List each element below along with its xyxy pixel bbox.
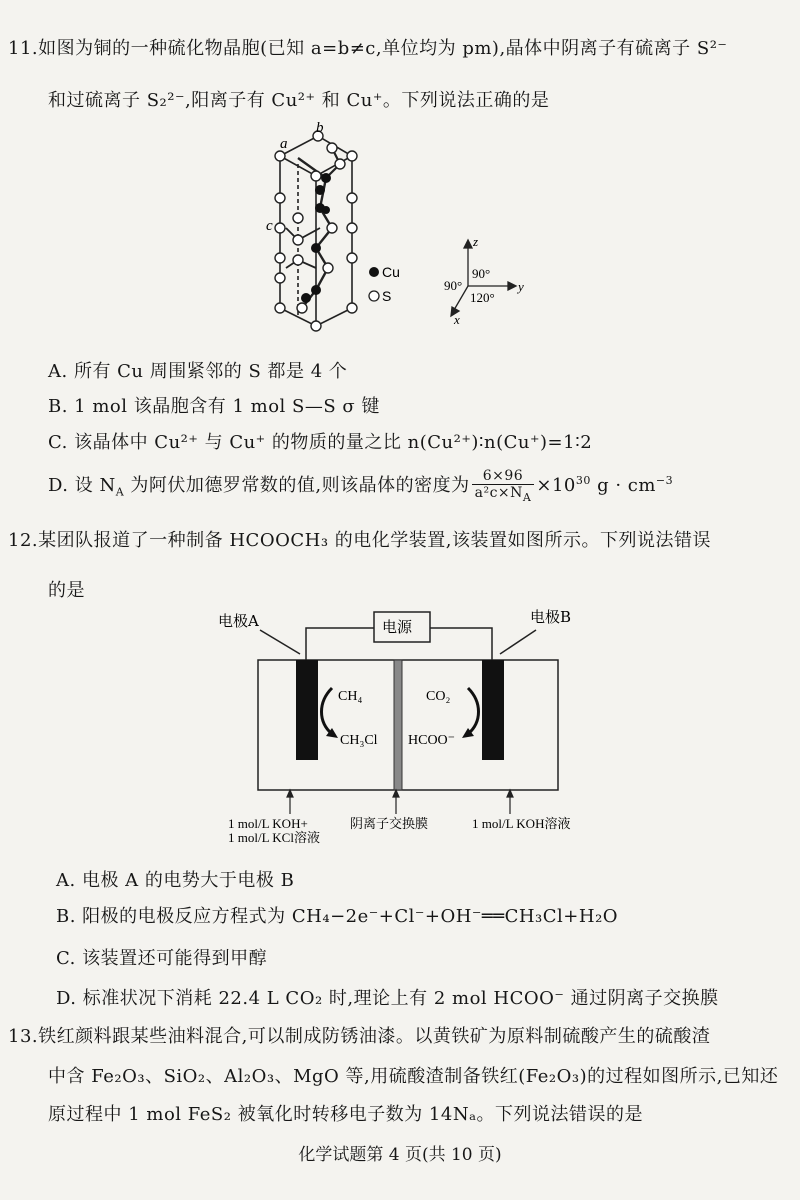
axis-x: x [454,312,460,327]
angle-90-top: 90° [472,266,491,281]
electrode-a-label: 电极A [218,612,259,630]
q13-stem-line2: 中含 Fe₂O₃、SiO₂、Al₂O₃、MgO 等,用硫酸渣制备铁红(Fe₂O₃)的过程如图所示,已知还 [48,1066,779,1087]
membrane-label: 阴离子交换膜 [350,817,429,832]
power-source-label: 电源 [382,618,413,636]
q13-stem-line1 [8,1022,710,1048]
q11-number: 11. [8,38,39,59]
s-atom [347,151,357,161]
angle-90-left: 90° [444,278,463,293]
density-denominator-text: a²c×N [474,485,523,501]
s-atom [323,263,333,273]
right-solution-label: 1 mol/L KOH溶液 [472,816,571,831]
s-atom [275,193,285,203]
cu-atom [315,185,325,195]
cu-atom [311,285,321,295]
q13-stem-line3: 原过程中 1 mol FeS₂ 被氧化时转移电子数为 14Nₐ。下列说法错误的是 [48,1104,644,1125]
q11-option-d-suffix: ×10 [536,474,576,496]
electrode-a [296,660,318,760]
density-denominator-sub: A [522,490,532,504]
s-atom [347,223,357,233]
q13-stem-text1: 铁红颜料跟某些油料混合,可以制成防锈油漆。以黄铁矿为原料制硫酸产生的硫酸渣 [38,1026,711,1047]
s-atom [293,255,303,265]
q11-option-d-prefix: D. 设 N [48,474,116,496]
s-atom [335,159,345,169]
cu-atom [321,173,331,183]
q11-option-d-mid: 为阿伏加德罗常数的值,则该晶体的密度为 [124,474,470,496]
cu-atom [311,243,321,253]
s-atom [327,143,337,153]
s-atom [311,171,321,181]
wire-right [430,628,492,664]
cu-atom [301,293,311,303]
q12-option-b: B. 阳极的电极反应方程式为 CH₄−2e⁻+Cl⁻+OH⁻══CH₃Cl+H₂O [56,906,619,927]
label-c: c [266,218,273,234]
q12-stem-line2: 的是 [48,580,85,601]
q11-stem-line2: 和过硫离子 S₂²⁻,阳离子有 Cu²⁺ 和 Cu⁺。下列说法正确的是 [48,90,550,111]
density-denominator [472,485,535,504]
electrode-b-label: 电极B [530,608,572,626]
density-numerator: 6×96 [472,468,535,485]
ch4-label: CH₄ [338,689,363,704]
s-atom [275,303,285,313]
q11-option-d-exp: 30 [575,473,591,487]
q11-option-d-sub: A [115,485,125,499]
axis-z: z [473,234,479,249]
s-atom [311,321,321,331]
s-atom [293,213,303,223]
page-footer: 化学试题第 4 页(共 10 页) [298,1145,502,1165]
hcoo-label: HCOO⁻ [408,733,456,748]
s-atom [275,151,285,161]
label-a: a [280,136,288,152]
s-atom [347,253,357,263]
anion-exchange-membrane [394,660,402,790]
s-atom [297,303,307,313]
density-fraction [472,468,535,504]
s-atom [275,253,285,263]
q11-option-b: B. 1 mol 该晶胞含有 1 mol S—S σ 键 [48,396,380,417]
ch3cl-label: CH₃Cl [340,733,378,748]
s-atom [347,193,357,203]
electrode-b [482,660,504,760]
s-atom [275,223,285,233]
q12-option-c: C. 该装置还可能得到甲醇 [56,948,268,969]
q11-option-d [48,468,673,504]
q11-option-c: C. 该晶体中 Cu²⁺ 与 Cu⁺ 的物质的量之比 n(Cu²⁺)∶n(Cu⁺)=1∶2 [48,432,593,453]
s-atom [275,273,285,283]
q12-stem-text1: 某团队报道了一种制备 HCOOCH₃ 的电化学装置,该装置如图所示。下列说法错误 [38,530,711,551]
legend-cu-dot [369,267,379,277]
legend-cu: Cu [382,264,400,280]
label-b: b [316,120,324,136]
s-atom [293,235,303,245]
q12-number: 12. [8,530,39,551]
q11-option-d-unit: g · cm [590,474,656,496]
left-solution-line1: 1 mol/L KOH+ [228,816,308,831]
q11-option-d-unit-exp: −3 [655,473,674,487]
axis-y: y [518,279,524,294]
q13-number: 13. [8,1026,39,1047]
q11-option-a: A. 所有 Cu 周围紧邻的 S 都是 4 个 [48,361,348,382]
left-solution-line2: 1 mol/L KCl溶液 [228,830,320,844]
s-atom [347,303,357,313]
q12-option-d: D. 标准状况下消耗 22.4 L CO₂ 时,理论上有 2 mol HCOO⁻ 通过阴离子交换膜 [56,988,719,1009]
q12-stem-line1 [8,526,711,552]
s-atom [327,223,337,233]
legend-s-dot [369,291,379,301]
cu-atom [322,206,330,214]
co2-label: CO₂ [426,689,451,704]
q12-option-a: A. 电极 A 的电势大于电极 B [56,870,295,891]
legend-s: S [382,288,392,304]
angle-120: 120° [470,290,495,305]
q11-stem-text1: 如图为铜的一种硫化物晶胞(已知 a=b≠c,单位均为 pm),晶体中阴离子有硫离子 S²⁻ [38,38,728,59]
q11-stem-line1 [8,34,727,60]
wire-left [306,628,374,664]
electrochemical-cell-figure [210,604,630,844]
crystal-cell-figure [240,118,800,338]
